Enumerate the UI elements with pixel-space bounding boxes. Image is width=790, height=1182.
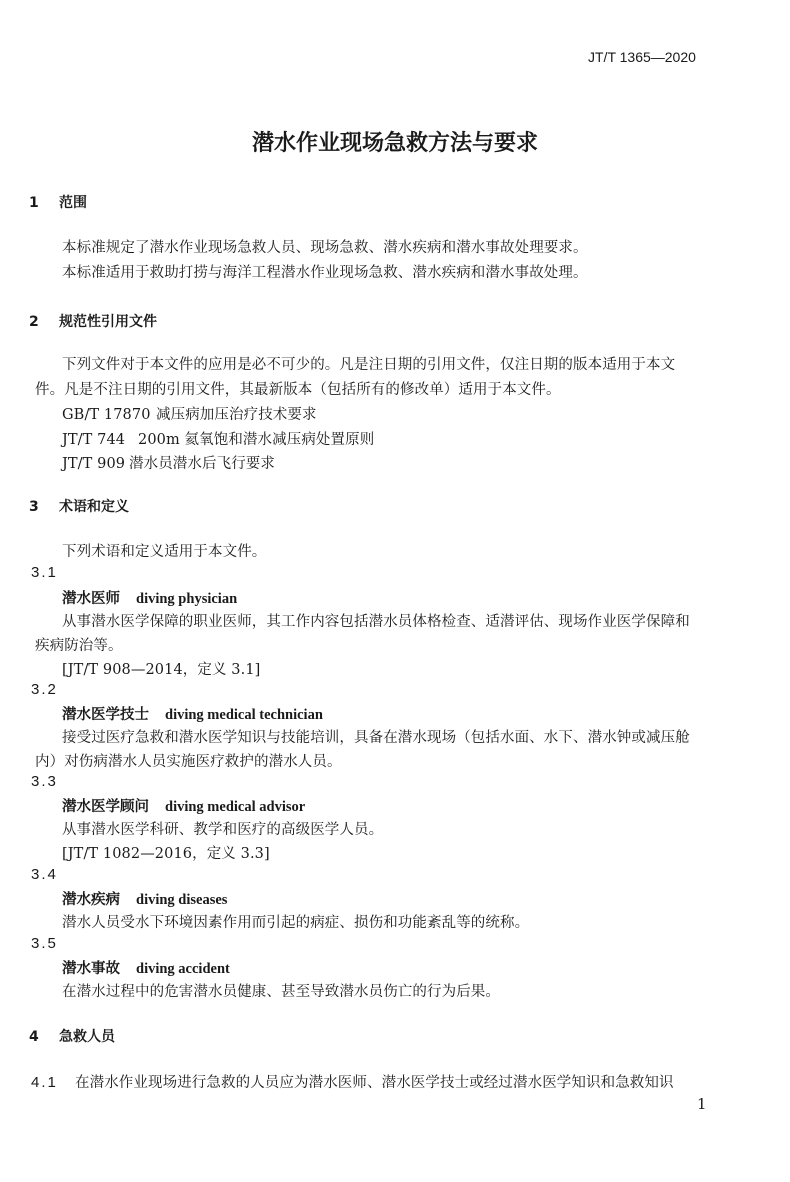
paragraph: 本标准规定了潜水作业现场急救人员、现场急救、潜水疾病和潜水事故处理要求。: [62, 240, 588, 256]
term-definition: 接受过医疗急救和潜水医学知识与技能培训，具备在潜水现场（包括水面、水下、潜水钟或减压舱: [62, 730, 690, 746]
term-chinese: 潜水事故: [62, 960, 120, 977]
term-definition: 内）对伤病潜水人员实施医疗救护的潜水人员。: [35, 754, 342, 770]
section-4-heading: [29, 1026, 115, 1046]
standard-number: JT/T 1365—2020: [588, 49, 696, 65]
term-heading: [62, 703, 323, 724]
term-definition: 潜水人员受水下环境因素作用而引起的病症、损伤和功能紊乱等的统称。: [62, 915, 530, 931]
section-title: 术语和定义: [59, 499, 129, 515]
term-english: diving accident: [136, 961, 230, 977]
term-english: diving diseases: [136, 892, 228, 908]
section-1-heading: [29, 192, 87, 212]
clause-4-1: [31, 1071, 674, 1092]
term-heading: [62, 587, 237, 608]
term-number: 3.2: [31, 681, 58, 698]
paragraph: 下列术语和定义适用于本文件。: [62, 544, 267, 560]
paragraph: 件。凡是不注日期的引用文件，其最新版本（包括所有的修改单）适用于本文件。: [35, 382, 561, 398]
section-title: 规范性引用文件: [59, 314, 157, 330]
reference-title: 潜水员潜水后飞行要求: [129, 456, 275, 472]
reference-title: 200m 氦氧饱和潜水减压病处置原则: [138, 432, 375, 448]
paragraph: 本标准适用于救助打捞与海洋工程潜水作业现场急救、潜水疾病和潜水事故处理。: [62, 265, 588, 281]
term-chinese: 潜水医学技士: [62, 706, 149, 723]
term-number: 3.5: [31, 935, 58, 952]
reference-code: JT/T 909: [62, 456, 126, 472]
term-chinese: 潜水疾病: [62, 891, 120, 908]
document-title: 潜水作业现场急救方法与要求: [251, 131, 538, 156]
term-definition: 从事潜水医学保障的职业医师，其工作内容包括潜水员体格检查、适潜评估、现场作业医学保障和: [62, 614, 690, 630]
reference-title: 减压病加压治疗技术要求: [156, 407, 317, 423]
reference-item: [62, 403, 317, 424]
term-source: [JT/T 1082—2016，定义 3.3]: [62, 846, 270, 862]
section-number: 1: [29, 195, 39, 211]
term-definition: 从事潜水医学科研、教学和医疗的高级医学人员。: [62, 822, 384, 838]
term-heading: [62, 795, 305, 816]
term-chinese: 潜水医学顾问: [62, 798, 149, 815]
reference-item: [62, 428, 374, 449]
reference-item: [62, 452, 275, 473]
section-3-heading: [29, 496, 129, 516]
term-chinese: 潜水医师: [62, 590, 120, 607]
page-number: 1: [697, 1095, 707, 1113]
term-english: diving medical technician: [165, 707, 323, 723]
reference-code: GB/T 17870: [62, 407, 151, 423]
term-english: diving medical advisor: [165, 799, 306, 815]
term-source: [JT/T 908—2014，定义 3.1]: [62, 662, 261, 678]
term-english: diving physician: [136, 591, 238, 607]
term-definition: 在潜水过程中的危害潜水员健康、甚至导致潜水员伤亡的行为后果。: [62, 984, 500, 1000]
term-number: 3.4: [31, 866, 58, 883]
clause-text: 在潜水作业现场进行急救的人员应为潜水医师、潜水医学技士或经过潜水医学知识和急救知识: [75, 1075, 674, 1091]
section-title: 范围: [59, 195, 87, 211]
clause-number: 4.1: [31, 1074, 58, 1091]
term-number: 3.1: [31, 564, 58, 581]
paragraph: 下列文件对于本文件的应用是必不可少的。凡是注日期的引用文件，仅注日期的版本适用于本文: [62, 357, 676, 373]
term-heading: [62, 888, 227, 909]
term-heading: [62, 957, 230, 978]
term-definition: 疾病防治等。: [35, 638, 123, 654]
section-number: 4: [29, 1029, 39, 1045]
section-2-heading: [29, 311, 157, 331]
section-number: 3: [29, 499, 39, 515]
term-number: 3.3: [31, 773, 58, 790]
section-title: 急救人员: [59, 1029, 115, 1045]
section-number: 2: [29, 314, 39, 330]
reference-code: JT/T 744: [62, 432, 126, 448]
